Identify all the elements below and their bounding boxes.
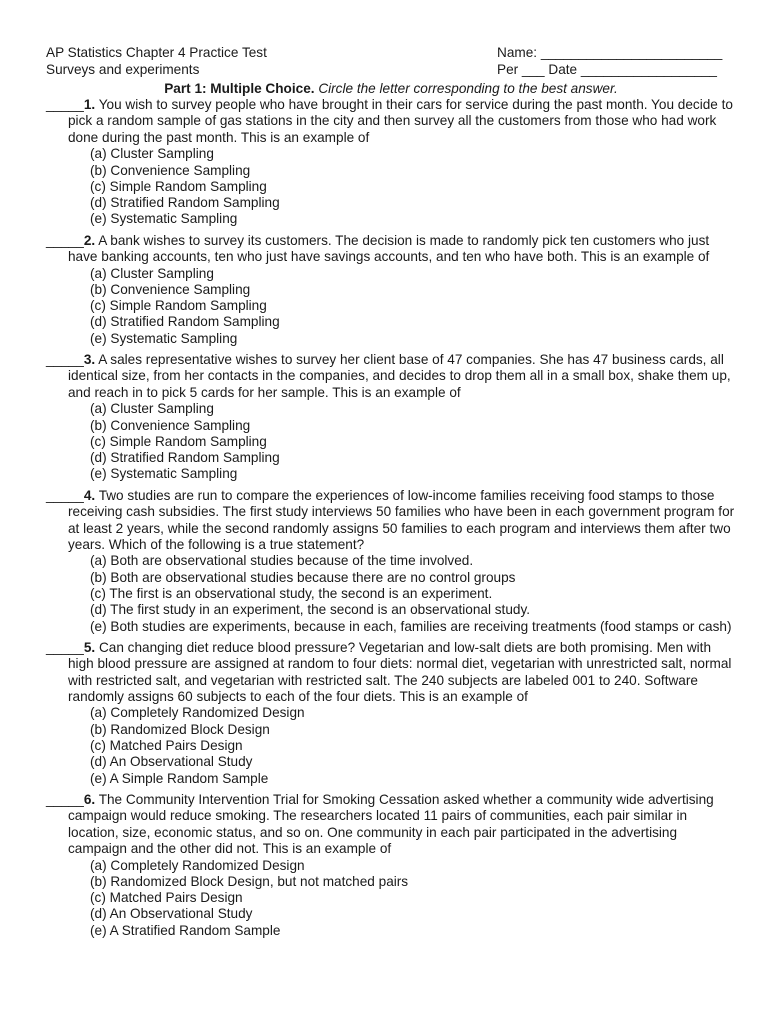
question-number: 5. xyxy=(83,639,96,655)
answer-options xyxy=(46,553,736,634)
answer-option[interactable]: (d) Stratified Random Sampling xyxy=(90,314,280,330)
question-text: Two studies are run to compare the experiences of low-income families receiving food stamps to those receiving cash subsidies. The first study interviews 50 families who have been in each government program for at least 2 years, while the second randomly assigns 50 families to each program and interviews them after two years. Which of the following is a true statement? xyxy=(68,487,735,552)
question-number: 6. xyxy=(83,791,96,807)
part-instruction: Circle the letter corresponding to the best answer. xyxy=(318,81,618,96)
answer-options xyxy=(46,146,736,227)
question-2 xyxy=(46,233,736,347)
answer-option[interactable]: (e) Systematic Sampling xyxy=(90,211,238,227)
question-stem xyxy=(46,352,736,401)
answer-option[interactable]: (a) Both are observational studies because of the time involved. xyxy=(90,553,474,569)
answer-option[interactable]: (d) The first study in an experiment, the second is an observational study. xyxy=(90,602,531,618)
answer-options xyxy=(46,705,736,786)
question-1 xyxy=(46,97,736,228)
header-left xyxy=(46,45,267,78)
answer-options xyxy=(46,401,736,482)
document-page xyxy=(46,45,736,939)
answer-option[interactable]: (c) Simple Random Sampling xyxy=(90,178,267,194)
answer-option[interactable]: (b) Randomized Block Design xyxy=(90,721,270,737)
answer-blank[interactable]: _____ xyxy=(46,487,84,503)
answer-blank[interactable]: _____ xyxy=(46,791,84,807)
answer-option[interactable]: (c) Matched Pairs Design xyxy=(90,738,243,754)
answer-option[interactable]: (c) Matched Pairs Design xyxy=(90,890,243,906)
question-6 xyxy=(46,792,736,939)
question-number: 2. xyxy=(83,232,96,248)
answer-option[interactable]: (c) Simple Random Sampling xyxy=(90,433,267,449)
document-title: AP Statistics Chapter 4 Practice Test xyxy=(46,45,267,60)
question-number: 4. xyxy=(83,487,96,503)
question-stem xyxy=(46,233,736,266)
answer-option[interactable]: (d) An Observational Study xyxy=(90,906,253,922)
question-text: A sales representative wishes to survey her client base of 47 companies. She has 47 business cards, all identical size, from her contacts in the companies, and decides to drop them all in a small box, shake them up, and reach in to pick 5 cards for her sample. This is an example of xyxy=(68,352,731,400)
per-date-line: Per ___ Date __________________ xyxy=(497,61,717,77)
answer-option[interactable]: (c) The first is an observational study, the second is an experiment. xyxy=(90,585,493,601)
answer-blank[interactable]: _____ xyxy=(46,352,84,367)
question-number: 1. xyxy=(83,97,96,112)
part-heading xyxy=(46,80,736,97)
answer-option[interactable]: (d) An Observational Study xyxy=(90,754,253,770)
answer-option[interactable]: (e) Both studies are experiments, because in each, families are receiving treatments (food stamps or cash) xyxy=(90,618,732,634)
question-5 xyxy=(46,640,736,787)
question-text: A bank wishes to survey its customers. The decision is made to randomly pick ten customers who just have banking accounts, ten who just have savings accounts, and ten who have both. This is an example of xyxy=(68,232,710,265)
answer-options xyxy=(46,858,736,939)
answer-option[interactable]: (b) Convenience Sampling xyxy=(90,162,251,178)
answer-option[interactable]: (d) Stratified Random Sampling xyxy=(90,450,280,466)
answer-option[interactable]: (c) Simple Random Sampling xyxy=(90,298,267,314)
question-text: The Community Intervention Trial for Smoking Cessation asked whether a community wide advertising campaign would reduce smoking. The researchers located 11 pairs of communities, each pair similar in location, size, economic status, and so on. One community in each pair participated in the advertising campaign and the other did not. This is an example of xyxy=(68,791,714,857)
answer-option[interactable]: (a) Cluster Sampling xyxy=(90,146,214,162)
question-text: You wish to survey people who have brought in their cars for service during the past month. You decide to pick a random sample of gas stations in the city and then survey all the customers from those who had work done during the past month. This is an example of xyxy=(68,97,733,145)
answer-blank[interactable]: _____ xyxy=(46,232,84,248)
question-3 xyxy=(46,352,736,483)
answer-options xyxy=(46,266,736,347)
answer-option[interactable]: (a) Completely Randomized Design xyxy=(90,705,305,721)
answer-option[interactable]: (b) Both are observational studies because there are no control groups xyxy=(90,569,516,585)
question-text: Can changing diet reduce blood pressure? Vegetarian and low-salt diets are both promising. Men with high blood pressure are assigned at random to four diets: normal diet, vegetarian with unrestricted salt, normal with restricted salt, and vegetarian with restricted salt. The 240 subjects are labeled 001 to 240. Software randomly assigns 60 subjects to each of the four diets. This is an example of xyxy=(68,639,732,705)
answer-option[interactable]: (d) Stratified Random Sampling xyxy=(90,195,280,211)
question-number: 3. xyxy=(83,352,96,367)
answer-option[interactable]: (a) Cluster Sampling xyxy=(90,265,214,281)
answer-blank[interactable]: _____ xyxy=(46,97,84,112)
answer-option[interactable]: (b) Convenience Sampling xyxy=(90,417,251,433)
answer-option[interactable]: (a) Completely Randomized Design xyxy=(90,857,305,873)
question-list xyxy=(46,97,736,939)
question-stem xyxy=(46,792,736,858)
answer-option[interactable]: (b) Randomized Block Design, but not matched pairs xyxy=(90,873,409,889)
document-header xyxy=(46,45,736,79)
answer-option[interactable]: (e) A Stratified Random Sample xyxy=(90,922,281,938)
document-subtitle: Surveys and experiments xyxy=(46,61,200,77)
answer-option[interactable]: (a) Cluster Sampling xyxy=(90,401,214,417)
question-stem xyxy=(46,97,736,146)
answer-option[interactable]: (e) Systematic Sampling xyxy=(90,466,238,482)
question-stem xyxy=(46,488,736,554)
answer-option[interactable]: (b) Convenience Sampling xyxy=(90,281,251,297)
header-right xyxy=(497,45,722,78)
question-stem xyxy=(46,640,736,706)
answer-option[interactable]: (e) A Simple Random Sample xyxy=(90,770,269,786)
name-line: Name: ________________________ xyxy=(497,45,723,60)
part-title: Part 1: Multiple Choice. xyxy=(164,81,315,96)
answer-option[interactable]: (e) Systematic Sampling xyxy=(90,330,238,346)
answer-blank[interactable]: _____ xyxy=(46,639,84,655)
question-4 xyxy=(46,488,736,635)
